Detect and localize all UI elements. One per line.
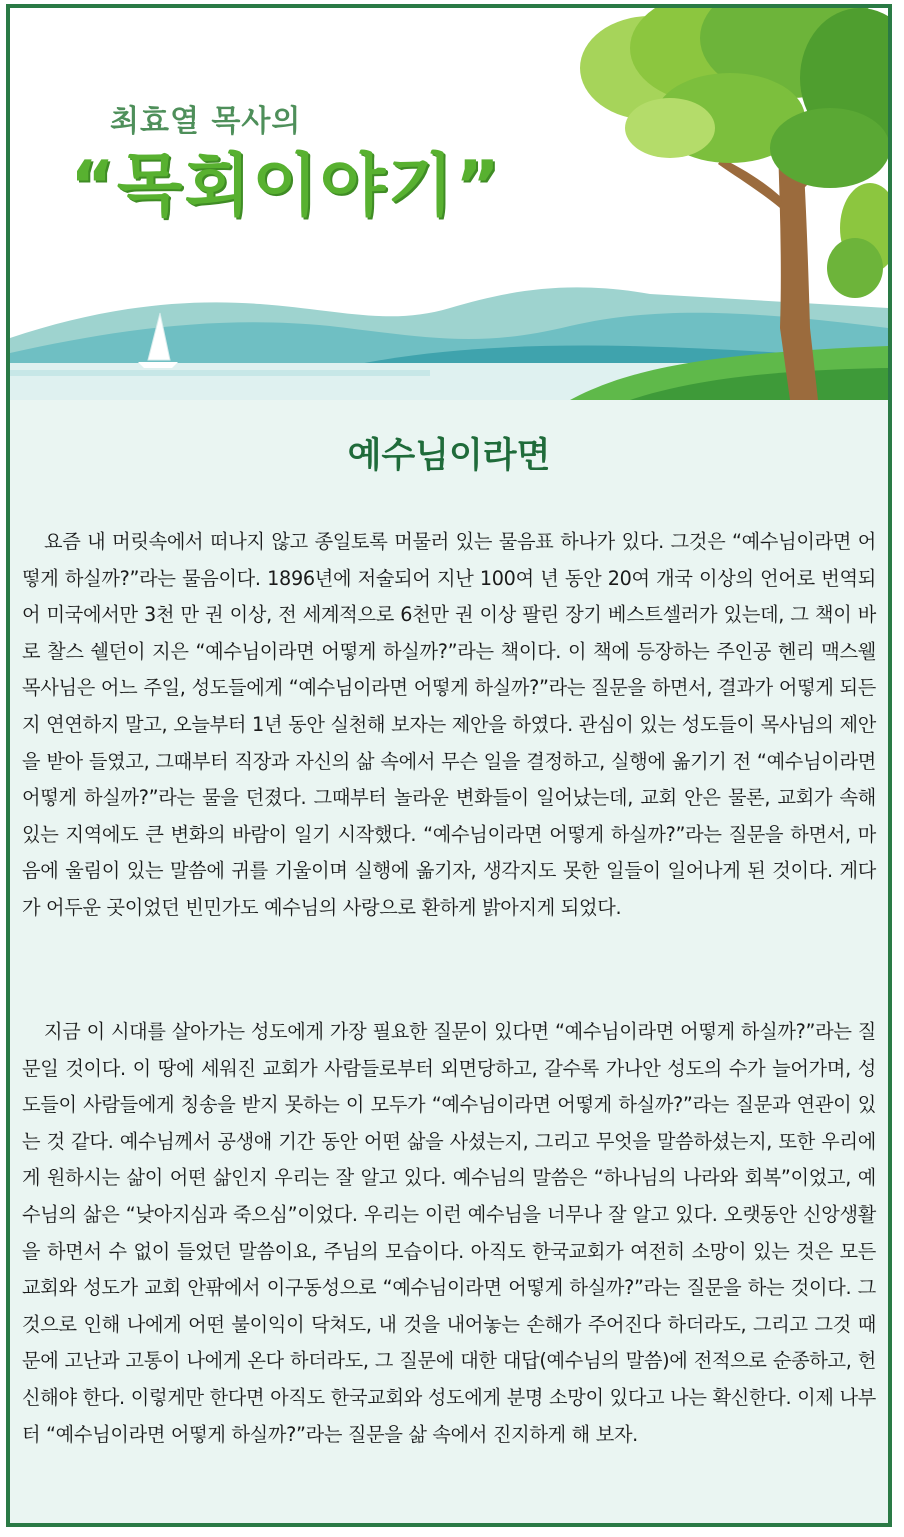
article-title: 예수님이라면	[347, 436, 551, 476]
article-frame	[6, 4, 892, 1527]
paragraph-2: 지금 이 시대를 살아가는 성도에게 가장 필요한 질문이 있다면 “예수님이라면 어떻게 하실까?”라는 질문일 것이다. 이 땅에 세워진 교회가 사람들로부터 외면당하고, 갈수록 가나안 성도의 수가 늘어가며, 성도들이 사람들에게 칭송을 받지 못하는 이 모두가 “예수님이라면 어떻게 하실까?”라는 질문과 연관이 있는 것 같다. 예수님께서 공생애 기간 동안 어떤 삶을 사셨는지, 그리고 무엇을 말씀하셨는지, 또한 우리에게 원하시는 삶이 어떤 삶인지 우리는 잘 알고 있다. 예수님의 말씀은 “하나님의 나라와 회복”이었고, 예수님의 삶은 “낮아지심과 죽으심”이었다. 우리는 이런 예수님을 너무나 잘 알고 있다. 오랫동안 신앙생활을 하면서 수 없이 들었던 말씀이요, 주님의 모습이다. 아직도 한국교회가 여전히 소망이 있는 것은 모든 교회와 성도가 교회 안팎에서 이구동성으로 “예수님이라면 어떻게 하실까?”라는 질문을 하는 것이다. 그것으로 인해 나에게 어떤 불이익이 닥쳐도, 내 것을 내어놓는 손해가 주어진다 하더라도, 그리고 그것 때문에 고난과 고통이 나에게 온다 하더라도, 그 질문에 대한 대답(예수님의 말씀)에 전적으로 순종하고, 헌신해야 한다. 이렇게만 한다면 아직도 한국교회와 성도에게 분명 소망이 있다고 나는 확신한다. 이제 나부터 “예수님이라면 어떻게 하실까?”라는 질문을 삶 속에서 진지하게 해 보자.	[22, 1020, 876, 1446]
series-label: 최효열 목사의	[110, 104, 302, 139]
column-title: “목회이야기”	[70, 147, 502, 226]
article-body	[10, 400, 888, 1527]
paragraph-1: 요즘 내 머릿속에서 떠나지 않고 종일토록 머물러 있는 물음표 하나가 있다. 그것은 “예수님이라면 어떻게 하실까?”라는 물음이다. 1896년에 저술되어 지난 100여 년 동안 20여 개국 이상의 언어로 번역되어 미국에서만 3천 만 권 이상, 전 세계적으로 6천만 권 이상 팔린 장기 베스트셀러가 있는데, 그 책이 바로 찰스 쉘던이 지은 “예수님이라면 어떻게 하실까?”라는 책이다. 이 책에 등장하는 주인공 헨리 맥스웰 목사님은 어느 주일, 성도들에게 “예수님이라면 어떻게 하실까?”라는 질문을 하면서, 결과가 어떻게 되든지 연연하지 말고, 오늘부터 1년 동안 실천해 보자는 제안을 하였다. 관심이 있는 성도들이 목사님의 제안을 받아 들였고, 그때부터 직장과 자신의 삶 속에서 무슨 일을 결정하고, 실행에 옮기기 전 “예수님이라면 어떻게 하실까?”라는 물을 던졌다. 그때부터 놀라운 변화들이 일어났는데, 교회 안은 물론, 교회가 속해 있는 지역에도 큰 변화의 바람이 일기 시작했다. “예수님이라면 어떻게 하실까?”라는 질문을 하면서, 마음에 울림이 있는 말씀에 귀를 기울이며 실행에 옮기자, 생각지도 못한 일들이 일어나게 된 것이다. 게다가 어두운 곳이었던 빈민가도 예수님의 사랑으로 환하게 밝아지게 되었다.	[22, 530, 876, 919]
header-banner	[10, 8, 888, 400]
